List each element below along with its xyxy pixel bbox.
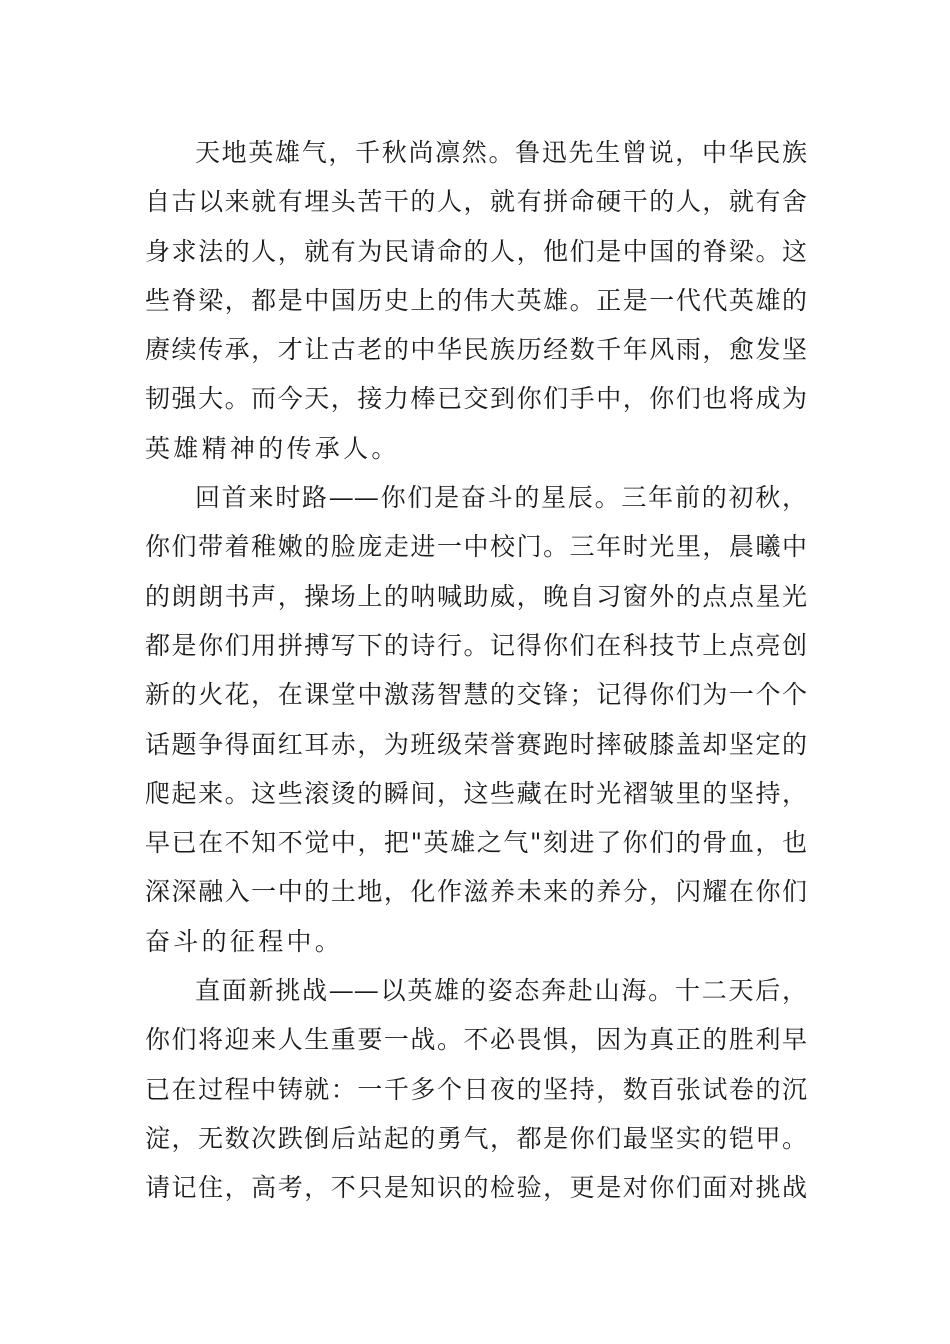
text-line: 天地英雄气，千秋尚凛然。鲁迅先生曾说，中华民族	[195, 138, 807, 167]
text-line: 韧强大。而今天，接力棒已交到你们手中，你们也将成为	[145, 384, 807, 414]
text-line: 早已在不知不觉中，把"英雄之气"刻进了你们的骨血，也	[145, 828, 807, 858]
text-line: 已在过程中铸就：一千多个日夜的坚持，数百张试卷的沉	[145, 1074, 807, 1104]
text-line: 请记住，高考，不只是知识的检验，更是对你们面对挑战	[145, 1173, 807, 1203]
text-line: 淀，无数次跌倒后站起的勇气，都是你们最坚实的铠甲。	[145, 1123, 807, 1153]
text-line: 你们带着稚嫩的脸庞走进一中校门。三年时光里，晨曦中	[145, 532, 807, 562]
text-line: 直面新挑战——以英雄的姿态奔赴山海。十二天后，	[195, 976, 807, 1006]
document-body	[145, 128, 807, 1213]
text-line: 自古以来就有埋头苦干的人，就有拼命硬干的人，就有舍	[145, 187, 807, 217]
text-line: 的朗朗书声，操场上的呐喊助威，晚自习窗外的点点星光	[145, 581, 807, 611]
text-line: 话题争得面红耳赤，为班级荣誉赛跑时摔破膝盖却坚定的	[145, 729, 807, 759]
text-line: 新的火花，在课堂中激荡智慧的交锋；记得你们为一个个	[145, 680, 807, 710]
text-line: 身求法的人，就有为民请命的人，他们是中国的脊梁。这	[145, 236, 807, 266]
paragraph-1	[145, 128, 807, 473]
text-line: 都是你们用拼搏写下的诗行。记得你们在科技节上点亮创	[145, 630, 807, 660]
text-line: 奋斗的征程中。	[145, 926, 344, 956]
text-line: 英雄精神的传承人。	[145, 433, 400, 463]
paragraph-3	[145, 966, 807, 1212]
text-line: 爬起来。这些滚烫的瞬间，这些藏在时光褶皱里的坚持，	[145, 778, 807, 808]
text-line: 回首来时路——你们是奋斗的星辰。三年前的初秋，	[195, 483, 807, 513]
text-line: 深深融入一中的土地，化作滋养未来的养分，闪耀在你们	[145, 877, 807, 907]
text-line: 你们将迎来人生重要一战。不必畏惧，因为真正的胜利早	[145, 1025, 807, 1055]
text-line: 些脊梁，都是中国历史上的伟大英雄。正是一代代英雄的	[145, 285, 807, 315]
paragraph-2	[145, 473, 807, 966]
text-line: 赓续传承，才让古老的中华民族历经数千年风雨，愈发坚	[145, 335, 807, 365]
